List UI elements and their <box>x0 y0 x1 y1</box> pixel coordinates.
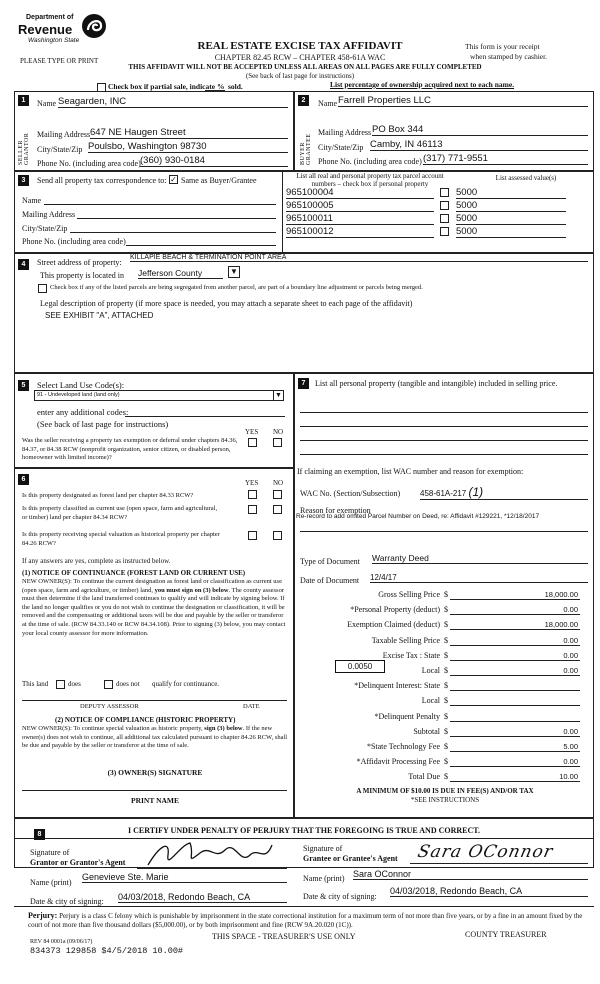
seller-mail-label: Mailing Address <box>37 130 91 139</box>
wac-label: WAC No. (Section/Subsection) <box>300 489 401 498</box>
seller-name[interactable]: Seagarden, INC <box>58 96 288 108</box>
currency-symbol: $ <box>444 681 448 691</box>
amount-row <box>300 696 590 710</box>
grantor-name-print-label: Name (print) <box>30 878 72 887</box>
assessed-header: List assessed value(s) <box>495 174 557 182</box>
grantee-date-label: Date & city of signing: <box>303 892 377 901</box>
dor-swirl-icon <box>80 12 108 40</box>
partial-sale-label: Check box if partial sale, indicate % <box>108 82 225 91</box>
amount-label: *Personal Property (deduct) <box>350 605 440 615</box>
amount-label: Exemption Claimed (deduct) <box>347 620 440 630</box>
reason-line <box>300 531 588 532</box>
amount-row <box>300 590 590 604</box>
amount-label: Gross Selling Price <box>378 590 440 599</box>
notice2-title: (2) NOTICE OF COMPLIANCE (HISTORIC PROPERTY) <box>55 716 236 724</box>
notice1-title: (1) NOTICE OF CONTINUANCE (FOREST LAND OR CURRENT USE) <box>22 569 246 577</box>
amount-value[interactable]: 0.00 <box>450 651 580 661</box>
parcel-number[interactable]: 965100004 <box>286 187 434 199</box>
grantor-date-city[interactable]: 04/03/2018, Redondo Beach, CA <box>118 892 287 903</box>
currency-symbol: $ <box>444 742 448 751</box>
perjury-body: Perjury is a class C felony which is punishable by imprisonment in the state correctional institution for a maximum term of not more than five years, or by a fine in an amount fixed by the court of not more than five thousand dollars ($5,000.00), or by both imprisonment and fine (RCW 9A.20.020 (1C)). <box>28 912 583 929</box>
amount-row <box>300 620 590 634</box>
amount-value[interactable] <box>450 712 580 722</box>
exemption-claim-label: If claiming an exemption, list WAC number and reason for exemption: <box>297 467 524 476</box>
buyer-mail[interactable]: PO Box 344 <box>372 124 588 136</box>
street-address[interactable]: KILLAPIE BEACH & TERMINATION POINT AREA <box>130 254 588 262</box>
grantor-name-print[interactable]: Genevieve Ste. Marie <box>82 872 287 883</box>
amount-row <box>300 727 590 741</box>
section5-see-back: (See back of last page for instructions) <box>37 419 169 429</box>
currency-symbol: $ <box>444 605 448 615</box>
amount-label: *Delinquent Penalty <box>374 711 440 721</box>
amount-value[interactable]: 0.00 <box>450 727 580 737</box>
receipt-note1: This form is your receipt <box>465 42 540 51</box>
amount-label: Local <box>421 696 440 706</box>
form-number: REV 84 0001a (09/06/17) <box>30 939 93 945</box>
send-correspondence-label: Send all property tax correspondence to: <box>37 176 167 185</box>
perjury-label: Perjury: <box>28 911 58 920</box>
does-not-checkbox[interactable] <box>104 680 113 689</box>
currency-symbol: $ <box>444 620 448 630</box>
amount-row <box>300 681 590 695</box>
personal-property-checkbox[interactable] <box>440 227 449 236</box>
section-1-num: 1 <box>18 95 29 106</box>
legal-label: Legal description of property (if more space is needed, you may attach a separate sheet to each page of the affidavit) <box>40 299 413 308</box>
corr-csz-label: City/State/Zip <box>22 224 68 233</box>
parcel-number[interactable]: 965100012 <box>286 226 434 238</box>
amount-value[interactable]: 0.00 <box>450 636 580 646</box>
segregated-label: Check box if any of the listed parcels are being segregated from another parcel, are part of a boundary line adjustment or parcels being merged. <box>50 284 423 291</box>
amount-value[interactable]: 0.00 <box>450 605 580 615</box>
corr-name[interactable] <box>44 204 276 205</box>
currency-symbol: $ <box>444 711 448 721</box>
assessed-value[interactable]: 5000 <box>456 200 566 212</box>
county-treasurer: COUNTY TREASURER <box>465 930 547 939</box>
if-yes-note: If any answers are yes, complete as instructed below. <box>22 557 171 565</box>
section-2-num: 2 <box>298 95 309 106</box>
buyer-name-label: Name <box>318 99 338 108</box>
please-type: PLEASE TYPE OR PRINT <box>20 57 99 65</box>
forest-question: Is this property designated as forest land per chapter 84.33 RCW? <box>22 492 194 499</box>
seller-phone[interactable]: (360) 930-0184 <box>140 155 288 167</box>
s6-no: NO <box>273 479 284 487</box>
wac-number: 458-61A-217 <box>420 489 467 498</box>
cashier-stamp: 834373 129858 $4/5/2018 10.00# <box>30 946 184 956</box>
same-as-buyer-checkbox[interactable]: ✓ <box>170 175 177 184</box>
local-rate-box[interactable] <box>335 660 385 673</box>
amount-value[interactable] <box>450 696 580 706</box>
minimum-note: A MINIMUM OF $10.00 IS DUE IN FEE(S) AND/OR TAX <box>356 787 534 795</box>
amount-label: Total Due <box>408 772 440 782</box>
see-instructions: *SEE INSTRUCTIONS <box>410 796 480 804</box>
amount-row <box>300 712 590 726</box>
doc-date-label: Date of Document <box>300 576 360 585</box>
doc-type-value[interactable]: Warranty Deed <box>372 553 588 564</box>
notice1-text-b: . The county assessor must then determine if the land transferred continues to qualify and will indicate by signing below. If the land no longer qualifies or you do not wish to continue the designation or classification, it will be removed and the compensating or additional taxes will be due and payable by the seller or transferor at the time of sale. (RCW 84.33.140 or RCW 84.34.108). Prior to signing (3) below, you may contact your local county assessor for more information. <box>22 586 286 637</box>
located-label: This property is located in <box>40 271 124 280</box>
q1-no-checkbox[interactable] <box>273 490 282 499</box>
seller-csz-label: City/State/Zip <box>37 145 83 154</box>
land-use-select[interactable] <box>34 390 284 401</box>
grantor-date-label: Date & city of signing: <box>30 897 104 906</box>
corr-mail-label: Mailing Address <box>22 210 76 219</box>
street-label: Street address of property: <box>37 258 122 267</box>
section-3-num: 3 <box>18 175 29 186</box>
corr-mail[interactable] <box>77 218 276 219</box>
currency-symbol: $ <box>444 590 448 599</box>
notice1-text-a: NEW OWNER(S): To continue the current designation as forest land or classification as current use (open space, farm and agriculture, or timber) land, <box>22 578 282 594</box>
notice2-text-a: NEW OWNER(S): To continue special valuation as historic property, <box>22 725 203 732</box>
form-chapter: CHAPTER 82.45 RCW – CHAPTER 458-61A WAC <box>214 53 386 62</box>
parcel-number[interactable]: 965100005 <box>286 200 434 212</box>
parcel-row <box>284 187 594 199</box>
amount-value[interactable] <box>450 681 580 691</box>
s5-no: NO <box>273 428 284 436</box>
qualify-label: qualify for continuance. <box>152 680 220 688</box>
corr-phone[interactable] <box>126 245 276 246</box>
amount-label: *State Technology Fee <box>366 742 440 751</box>
amount-value[interactable]: 0.00 <box>450 666 580 676</box>
notice1-text <box>22 578 288 638</box>
personal-property-line1[interactable] <box>300 412 588 413</box>
parcel-row <box>284 200 594 212</box>
grantee-sig-of: Signature of <box>303 844 343 853</box>
notice1-bold: you must sign on (3) below <box>154 586 229 594</box>
amount-label: *Delinquent Interest: State <box>354 681 440 691</box>
amount-value[interactable]: 5.00 <box>450 742 580 752</box>
seller-side-label: SELLER GRANTOR <box>18 132 30 165</box>
parcel-header: List all real and personal property tax parcel account numbers – check box if personal property <box>296 172 444 188</box>
q2-yes-checkbox[interactable] <box>248 505 257 514</box>
parcel-number[interactable]: 965100011 <box>286 213 434 225</box>
doc-type-label: Type of Document <box>300 557 360 566</box>
does-checkbox[interactable] <box>56 680 65 689</box>
amount-label: *Affidavit Processing Fee <box>356 757 440 767</box>
q3-yes-checkbox[interactable] <box>248 531 257 540</box>
s6-yes: YES <box>245 479 259 487</box>
dor-logo <box>18 12 113 52</box>
section-6-num: 6 <box>18 474 29 485</box>
current-use-question: Is this property classified as current use (open space, farm and agricultural, or timber) land per chapter 84.34 RCW? <box>22 505 218 521</box>
section-4-num: 4 <box>18 259 29 270</box>
grantor-sig-label: Grantor or Grantor's Agent <box>30 858 126 867</box>
amount-value[interactable]: 18,000.00 <box>450 620 580 630</box>
doc-date-value[interactable]: 12/4/17 <box>370 573 588 583</box>
notice2-text <box>22 725 288 751</box>
treasurer-space: THIS SPACE - TREASURER'S USE ONLY <box>212 932 356 941</box>
segregated-checkbox[interactable] <box>38 284 47 293</box>
land-use-label: Select Land Use Code(s): <box>37 380 125 390</box>
this-land-label: This land <box>22 680 49 688</box>
buyer-name[interactable]: Farrell Properties LLC <box>338 95 588 107</box>
county-dropdown-icon[interactable]: ▼ <box>228 266 240 278</box>
amount-value[interactable]: 10.00 <box>450 772 580 782</box>
grantee-name-print-label: Name (print) <box>303 874 345 883</box>
dept-line1: Department of <box>26 14 74 21</box>
s5-no-checkbox[interactable] <box>273 438 282 447</box>
amount-row <box>300 636 590 650</box>
same-as-buyer-label: Same as Buyer/Grantee <box>181 176 257 185</box>
personal-property-line4[interactable] <box>300 454 588 455</box>
wac-value[interactable] <box>420 485 588 500</box>
personal-property-checkbox[interactable] <box>440 214 449 223</box>
legal-description[interactable]: SEE EXHIBIT "A", ATTACHED <box>45 311 154 320</box>
buyer-side-label: BUYER GRANTEE <box>300 133 312 165</box>
amount-value[interactable]: 0.00 <box>450 757 580 767</box>
deputy-sig-line[interactable] <box>22 700 287 701</box>
buyer-csz[interactable]: Camby, IN 46113 <box>370 139 588 151</box>
currency-symbol: $ <box>444 726 448 736</box>
owner-sig-line[interactable] <box>22 790 287 791</box>
s5-yes-checkbox[interactable] <box>248 438 257 447</box>
amount-label: Excise Tax : State <box>382 650 440 660</box>
parcel-row <box>284 213 594 225</box>
sold-label: sold. <box>228 82 243 91</box>
currency-symbol: $ <box>444 666 448 675</box>
seller-name-label: Name <box>37 99 57 108</box>
currency-symbol: $ <box>444 772 448 782</box>
currency-symbol: $ <box>444 757 448 767</box>
does-label: does <box>68 680 81 688</box>
q1-yes-checkbox[interactable] <box>248 490 257 499</box>
exemption-question: Was the seller receiving a property tax exemption or deferral under chapters 84.36, 84.37, or 84.38 RCW (nonprofit organization, senior citizen, or disabled person, homeowner with limited income)? <box>22 437 238 461</box>
additional-codes[interactable] <box>125 416 285 417</box>
assessed-value[interactable]: 5000 <box>456 187 566 199</box>
parcel-row <box>284 226 594 238</box>
buyer-phone[interactable]: (317) 771-9551 <box>423 153 588 165</box>
ownership-note: List percentage of ownership acquired next to each name. <box>330 80 515 89</box>
currency-symbol: $ <box>444 696 448 706</box>
local-rate: 0.0050 <box>347 662 373 671</box>
corr-csz[interactable] <box>70 232 276 233</box>
form-warning: THIS AFFIDAVIT WILL NOT BE ACCEPTED UNLESS ALL AREAS ON ALL PAGES ARE FULLY COMPLETED <box>128 63 482 71</box>
personal-property-line3[interactable] <box>300 440 588 441</box>
amount-label: Local <box>421 666 440 675</box>
see-back: (See back of last page for instructions) <box>245 72 355 80</box>
q2-no-checkbox[interactable] <box>273 505 282 514</box>
grantee-date-city[interactable]: 04/03/2018, Redondo Beach, CA <box>390 886 588 897</box>
certify-text: I CERTIFY UNDER PENALTY OF PERJURY THAT THE FOREGOING IS TRUE AND CORRECT. <box>128 826 481 835</box>
amount-row <box>300 742 590 756</box>
corr-phone-label: Phone No. (including area code) <box>22 237 126 246</box>
section-7-num: 7 <box>298 378 309 389</box>
notice2-text-b: . If the new owner(s) does not wish to continue, all additional tax calculated pursuant to chapter 84.26 RCW, shall be due and payable by the seller or transferor at the time of sale. <box>22 725 288 750</box>
reason-value[interactable]: Re-record to add omited Parcel Number on Deed, re: Affidavit #129221, *12/18/2017 <box>296 513 540 520</box>
seller-phone-label: Phone No. (including area code) <box>37 159 141 168</box>
assessed-value[interactable]: 5000 <box>456 226 566 238</box>
amount-label: Taxable Selling Price <box>371 635 440 645</box>
land-use-dropdown-icon[interactable]: ▼ <box>273 391 283 400</box>
personal-property-text: List all personal property (tangible and intangible) included in selling price. <box>315 379 558 388</box>
date-label: DATE <box>243 703 260 710</box>
seller-csz[interactable]: Poulsbo, Washington 98730 <box>88 141 288 153</box>
form-title: REAL ESTATE EXCISE TAX AFFIDAVIT <box>197 40 403 52</box>
reason-label: Reason for exemption <box>300 506 371 515</box>
amount-row <box>300 772 590 786</box>
perjury-text <box>28 911 590 930</box>
seller-mail[interactable]: 647 NE Haugen Street <box>90 127 288 139</box>
grantee-name-print[interactable]: Sara OConnor <box>353 869 588 880</box>
amount-row <box>300 605 590 619</box>
grantee-signature: Sara OConnor <box>415 842 556 862</box>
corr-name-label: Name <box>22 196 42 205</box>
section-5-num: 5 <box>18 380 29 391</box>
deputy-label: DEPUTY ASSESSOR <box>80 703 139 710</box>
dept-line3: Washington State <box>28 37 80 44</box>
s5-yes: YES <box>245 428 259 436</box>
county-value[interactable]: Jefferson County <box>138 268 223 279</box>
grantor-signature <box>140 835 280 875</box>
historic-question: Is this property receiving special valuation as historical property per chapter 84.26 RCW? <box>22 531 220 547</box>
personal-property-checkbox[interactable] <box>440 201 449 210</box>
buyer-phone-label: Phone No. (including area code) <box>318 157 422 166</box>
owner-sig-label: (3) OWNER(S) SIGNATURE <box>107 768 203 777</box>
grantee-sig-label: Grantee or Grantee's Agent <box>303 854 398 863</box>
personal-property-line2[interactable] <box>300 426 588 427</box>
assessed-value[interactable]: 5000 <box>456 213 566 225</box>
amount-row <box>300 757 590 771</box>
section-8-num: 8 <box>34 829 45 840</box>
does-not-label: does not <box>116 680 140 688</box>
currency-symbol: $ <box>444 650 448 660</box>
land-use-selected: 91 - Undeveloped land (land only) <box>37 392 120 398</box>
amount-value[interactable]: 18,000.00 <box>450 590 580 600</box>
notice2-bold: sign (3) below <box>204 725 243 732</box>
currency-symbol: $ <box>444 635 448 645</box>
dept-line2: Revenue <box>18 22 73 37</box>
personal-property-checkbox[interactable] <box>440 188 449 197</box>
amount-label: Subtotal <box>413 726 440 736</box>
q3-no-checkbox[interactable] <box>273 531 282 540</box>
grantee-sig-line[interactable] <box>410 863 588 864</box>
buyer-mail-label: Mailing Address <box>318 128 372 137</box>
receipt-note2: when stamped by cashier. <box>470 52 548 61</box>
additional-codes-label: enter any additional codes: <box>37 407 129 417</box>
grantor-sig-of: Signature of <box>30 848 70 857</box>
wac-subsection: (1) <box>468 485 484 499</box>
buyer-csz-label: City/State/Zip <box>318 143 364 152</box>
print-name-label: PRINT NAME <box>131 796 179 805</box>
